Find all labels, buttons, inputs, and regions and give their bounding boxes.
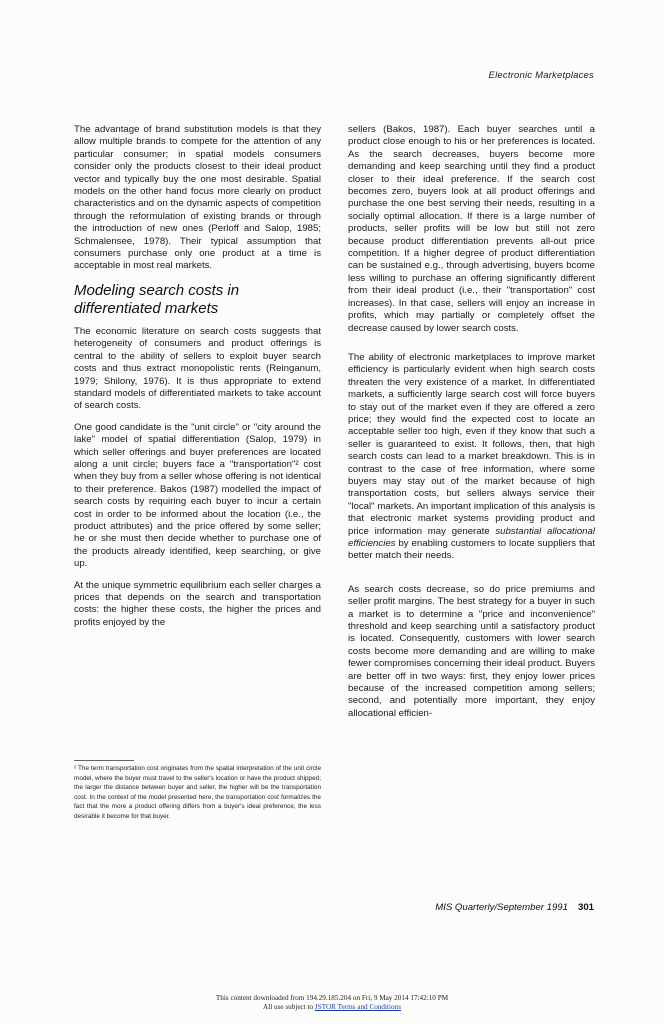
- footnote-divider: [74, 760, 134, 761]
- paragraph: sellers (Bakos, 1987). Each buyer searches until a product close enough to his or her preferences is located. As the search decreases, buyers become more demanding and keep searching until they find a product closer to their ideal preference. If the search cost becomes zero, buyers look at all product offerings and purchase the one best serving their needs, resulting in a socially optimal allocation. If there is a large number of products, seller profits will be low but still not zero because product differentiation prevents all-out price competition. If a higher degree of product differentiation can be sustained e.g., through advertising, buyers bcome less willing to purchase an offering significantly different from their ideal product (i.e., their "transportation" cost increases). In that case, sellers will enjoy an increase in profits, which may partially or completely offset the decrease caused by lower search costs.: [348, 124, 595, 334]
- jstor-terms-link[interactable]: JSTOR Terms and Conditions: [314, 1003, 401, 1011]
- journal-citation: MIS Quarterly/September 1991: [435, 902, 568, 913]
- section-heading: Modeling search costs in differentiated markets: [74, 281, 240, 317]
- download-info: This content downloaded from 194.29.185.204 on Fri, 9 May 2014 17:42:10 PM: [215, 994, 449, 1002]
- paragraph: At the unique symmetric equilibrium each seller charges a prices that depends on the search and transportation costs: the higher these costs, the higher the prices and profits enjoyed by the: [74, 579, 321, 628]
- paragraph-text: by enabling customers to locate suppliers that better match their needs.: [348, 538, 595, 562]
- paragraph: One good candidate is the "unit circle" or "city around the lake" model of spatial differentiation (Salop, 1979) in which seller offerings and buyer preferences are located along a unit circle; buyers face a "transportation"² cost when they buy from a seller whose offering is not identical to their preference. Bakos (1987) modelled the impact of search costs by requiring each buyer to incur a certain cost in order to be informed about the location (i.e., the product attributes) and the price offered by some seller; he or she must then decide whether to purchase one of the products already identified, keep searching, or give up.: [74, 421, 321, 570]
- paragraph: As search costs decrease, so do price premiums and seller profit margins. The best strategy for a buyer in such a market is to determine a "price and inconvenience" threshold and keep searching until a satisfactory product is located. Consequently, customers with lower search costs become more demanding and are willing to make fewer compromises concerning their ideal product. Buyers are better off in two ways: first, they enjoy lower prices because of the increased competition among sellers; second, and potentially more important, they enjoy allocational efficien-: [348, 583, 595, 719]
- right-column: [348, 124, 595, 729]
- left-column: [74, 124, 321, 638]
- running-title: Electronic Marketplaces: [488, 70, 594, 81]
- paragraph: [348, 352, 595, 563]
- paragraph: The advantage of brand substitution models is that they allow multiple brands to compete for the attention of any particular consumer; in spatial models consumers consider only the products closest to their ideal product vector and typically buy the one most desirable. Spatial models on the other hand focus more clearly on product characteristics and on the dynamic aspects of competition through the reformulation of existing brands or through the introduction of new ones (Perloff and Salop, 1985; Schmalensee, 1978). Their typical assumption that consumers purchase only one product at a time is acceptable in most real markets.: [74, 124, 321, 272]
- paragraph: The economic literature on search costs suggests that heterogeneity of consumers and product offerings is central to the ability of sellers to exploit buyer search costs and thus extract monopolistic rents (Reinganum, 1979; Shilony, 1976). It is thus appropriate to extend standard models of differentiated markets to take account of search costs.: [74, 325, 321, 412]
- download-notice: [0, 994, 664, 1012]
- terms-line: [0, 1003, 664, 1012]
- emphasis-text: substantial allocational efficiencies: [348, 525, 595, 549]
- terms-prefix: All use subject to: [263, 1003, 315, 1011]
- page-number: 301: [577, 902, 594, 913]
- paragraph-text: The ability of electronic marketplaces to improve market efficiency is particularly evident when high search costs threaten the very existence of a market. In differentiated markets, a sufficiently large search cost will force buyers to stay out of the market even if they are offered a zero price; they would find the expected cost to locate an acceptable seller too high, even if they know that such a seller is guaranteed to exist. It follows, then, that high search costs can lead to a market breakdown. This is in contrast to the case of free information, where some buyers may stay out of the market because of high transportation costs, but sellers always service their "local" markets. An important implication of this analysis is that electronic market systems providing product and price information may generate: [348, 351, 595, 537]
- page-footer: [435, 903, 594, 913]
- footnote: ² The term transportation cost originates from the spatial interpretation of the unit circle model, where the buyer must travel to the seller's location or have the product shipped; the larger the distance between buyer and seller, the higher will be the transportation cost. In the context of the model presented here, the transportation cost formalizes the fact that the more a product offering differs from a buyer's ideal preference, the less desirable it become for that buyer.: [74, 765, 321, 820]
